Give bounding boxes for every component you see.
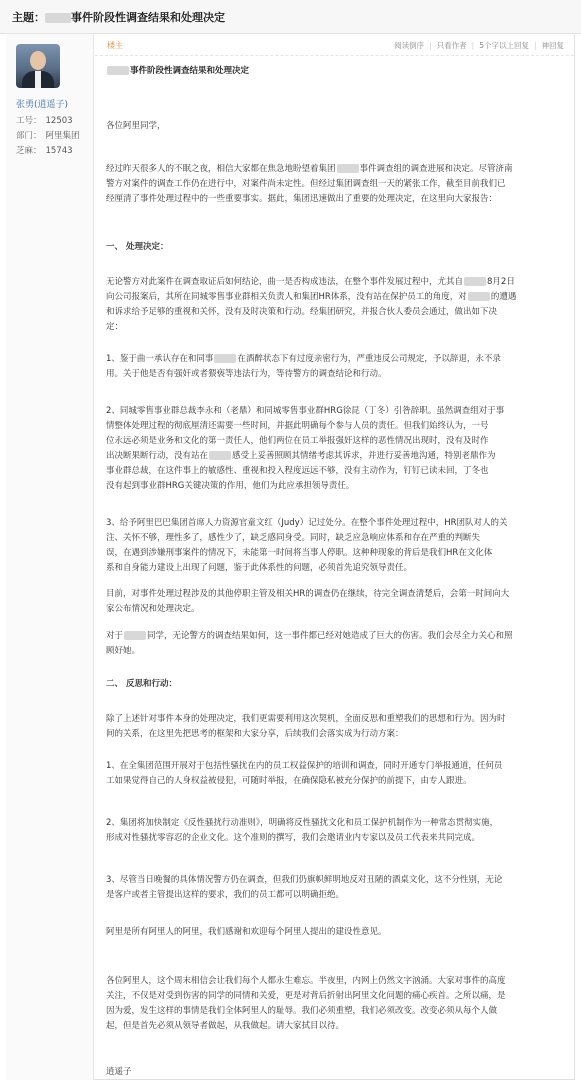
section-heading: 二、 反思和行动： [106,679,177,689]
text-line: 除了上述针对事件本身的处理决定，我们更需要利用这次契机，全面反思和重塑我们的思想和行为。因为时 [106,714,506,724]
author-zhima-row: 芝麻： 15743 [16,146,73,156]
avatar[interactable] [16,44,60,88]
op-badge: 楼主 [107,41,123,50]
text-line: 无论警方对此案件在调查取证后如何结论，曲一是否构成违法，在整个事件发展过程中，尤其自 8月2日 [106,277,515,287]
redacted-name [214,354,236,363]
text-line: 注、关怀不够，理性多了，感性少了，缺乏感同身受。同时，缺乏应急响应体系和存在严重的判断失 [106,533,481,543]
text-line: 3、给予阿里巴巴集团首席人力资源官童文红（Judy）记过处分。在整个事件处理过程中，HR团队对人的关 [106,518,508,528]
text-line: 1、在全集团范围开展对于包括性骚扰在内的员工权益保护的培训和调查，同时开通专门举报通道，任何员 [106,761,503,771]
text-line: 因为爱，发生这样的事情是我们全体阿里人的耻辱。我们必须重塑，我们必须改变。改变必须从每个人做 [106,1006,498,1016]
redacted-name [464,277,486,286]
text-line: 各位阿里人，这个周末相信会让我们每个人都永生难忘。半夜里，内网上仍然文字汹涌。大家对事件的高度 [106,976,506,986]
text-line: 逍遥子 [106,1067,132,1077]
thread-subject [12,9,225,25]
text-line: 间的关系，在这里先把思考的框架和大家分享，后续我们会落实成为行动方案： [106,729,404,739]
text-line: 关注，不仅是对受到伤害的同学的同情和关爱，更是对背后折射出阿里文化问题的痛心疾首。之所以痛，是 [106,991,506,1001]
text-line: 对于 同学，无论警方的调查结果如何，这一事件都已经对她造成了巨大的伤害。我们会尽全力关心和照 [106,631,513,641]
author-name[interactable]: 张勇(逍遥子) [16,100,69,110]
reverse-order-link[interactable]: 阅读倒序 [394,41,425,50]
thread-header [0,0,581,34]
text-line: 位永远必须是业务和文化的第一责任人，他们两位在员工举报强奸这样的恶性情况出现时，没有及时作 [106,436,489,446]
post-title: 事件阶段性调查结果和处理决定 [106,66,249,77]
redacted-name [45,13,71,23]
text-line: 家公布情况和处理决定。 [106,604,200,614]
redacted-name [209,451,231,460]
text-line: 没有起到事业群HRG关键决策的作用，他们为此应承担领导责任。 [106,481,355,491]
text-line: 顾好她。 [106,646,141,656]
text-line: 1、鉴于曲一承认存在和同事 在酒醉状态下有过度亲密行为，严重违反公司规定，予以辞退，永不录 [106,354,501,364]
section-heading: 一、 处理决定： [106,242,169,252]
text-line: 事业群总裁，在这件事上的敏感性、重视和投入程度远远不够，没有主动作为，钉钉已读未回，丁冬也 [106,466,489,476]
text-line: 目前，对事件处理过程涉及的其他停职主管及相关HR的调查仍在继续，待完全调查清楚后，会第一时间向大 [106,589,510,599]
text-line: 经厘清了事件处理过程中的一些重要事实。据此，集团迅速做出了重要的处理决定，在这里向大家报告： [106,194,498,204]
text-line: 系和自身能力建设上出现了问题，鉴于此体系性的问题，必须首先追究领导责任。 [106,563,413,573]
redacted-name [107,66,129,75]
post-toolbar [95,34,574,56]
text-line: 向公司报案后，其所在同城零售事业群相关负责人和集团HR体系，没有站在保护员工的角度，对 的遭遇 [106,292,517,302]
text-line: 阿里是所有阿里人的阿里，我们感谢和欢迎每个阿里人提出的建设性意见。 [106,927,387,937]
subject-title: 事件阶段性调查结果和处理决定 [71,11,225,24]
post-actions: 阅读倒序 | 只看作者 | 5个字以上回复 | 神回复 [394,41,564,50]
redacted-name [124,631,146,640]
text-line: 定： [106,322,124,332]
text-line: 2、集团将加快制定《反性骚扰行动准则》，明确将反性骚扰文化和员工保护机制作为一种常态贯彻实施， [106,818,499,828]
redacted-name [468,292,490,301]
text-line: 形成对性骚扰零容忍的企业文化。这个准则的撰写，我们会邀请业内专家以及员工代表来共同完成。 [106,833,481,843]
text-line: 起，但是首先必须从领导者做起，从我做起。请大家拭目以待。 [106,1021,345,1031]
text-line: 是客户或者主管提出这样的要求，我们的员工都可以明确拒绝。 [106,890,345,900]
text-line: 各位阿里同学， [106,121,166,131]
text-line: 警方对案件的调查工作仍在进行中，对案件尚未定性。但经过集团调查组一天的紧张工作，截至目前我们已 [106,179,506,189]
subject-prefix: 主题： [12,11,45,24]
text-line: 工如果觉得自己的人身权益被侵犯，可随时举报，在确保隐私被充分保护的前提下，由专人跟进。 [106,776,472,786]
text-line: 出决断果断行动，没有站在 感受上妥善照顾其情绪考虑其诉求，并进行妥善地沟通，特别老鼎作为 [106,451,496,461]
text-line: 误，在遇到涉嫌刑事案件的情况下，未能第一时间将当事人停职。这种种现象的背后是我们HR在文化体 [106,548,493,558]
text-line: 3、尽管当日晚餐的具体情况警方仍在调查，但我们仍旗帜鲜明地反对丑陋的酒桌文化，这不分性别，无论 [106,875,503,885]
author-dept-row: 部门： 阿里集团 [16,131,80,141]
long-replies-link[interactable]: 5个字以上回复 [479,41,529,50]
text-line: 用。关于他是否有强奸或者猥亵等违法行为，等待警方的调查结论和行动。 [106,369,387,379]
text-line: 经过昨天很多人的不眠之夜，相信大家都在焦急地盼望着集团 事件调查组的调查进展和决定。尽管济南 [106,164,513,174]
author-panel [6,34,94,1080]
author-only-link[interactable]: 只看作者 [436,41,467,50]
author-id-row: 工号： 12503 [16,116,73,126]
text-line: 情整体处理过程的彻底厘清还需要一些时间，并据此明确每个参与人员的责任。但我们始终认为，一号 [106,421,489,431]
best-replies-link[interactable]: 神回复 [541,41,564,50]
text-line: 和诉求给予足够的重视和关怀，没有及时决策和行动。经集团研究，并报合伙人委员会通过，做出如下决 [106,307,498,317]
text-line: 2、同城零售事业群总裁李永和（老鼎）和同城零售事业群HRG徐昆（丁冬）引咎辞职。虽然调查组对于事 [106,406,505,416]
redacted-name [337,164,359,173]
